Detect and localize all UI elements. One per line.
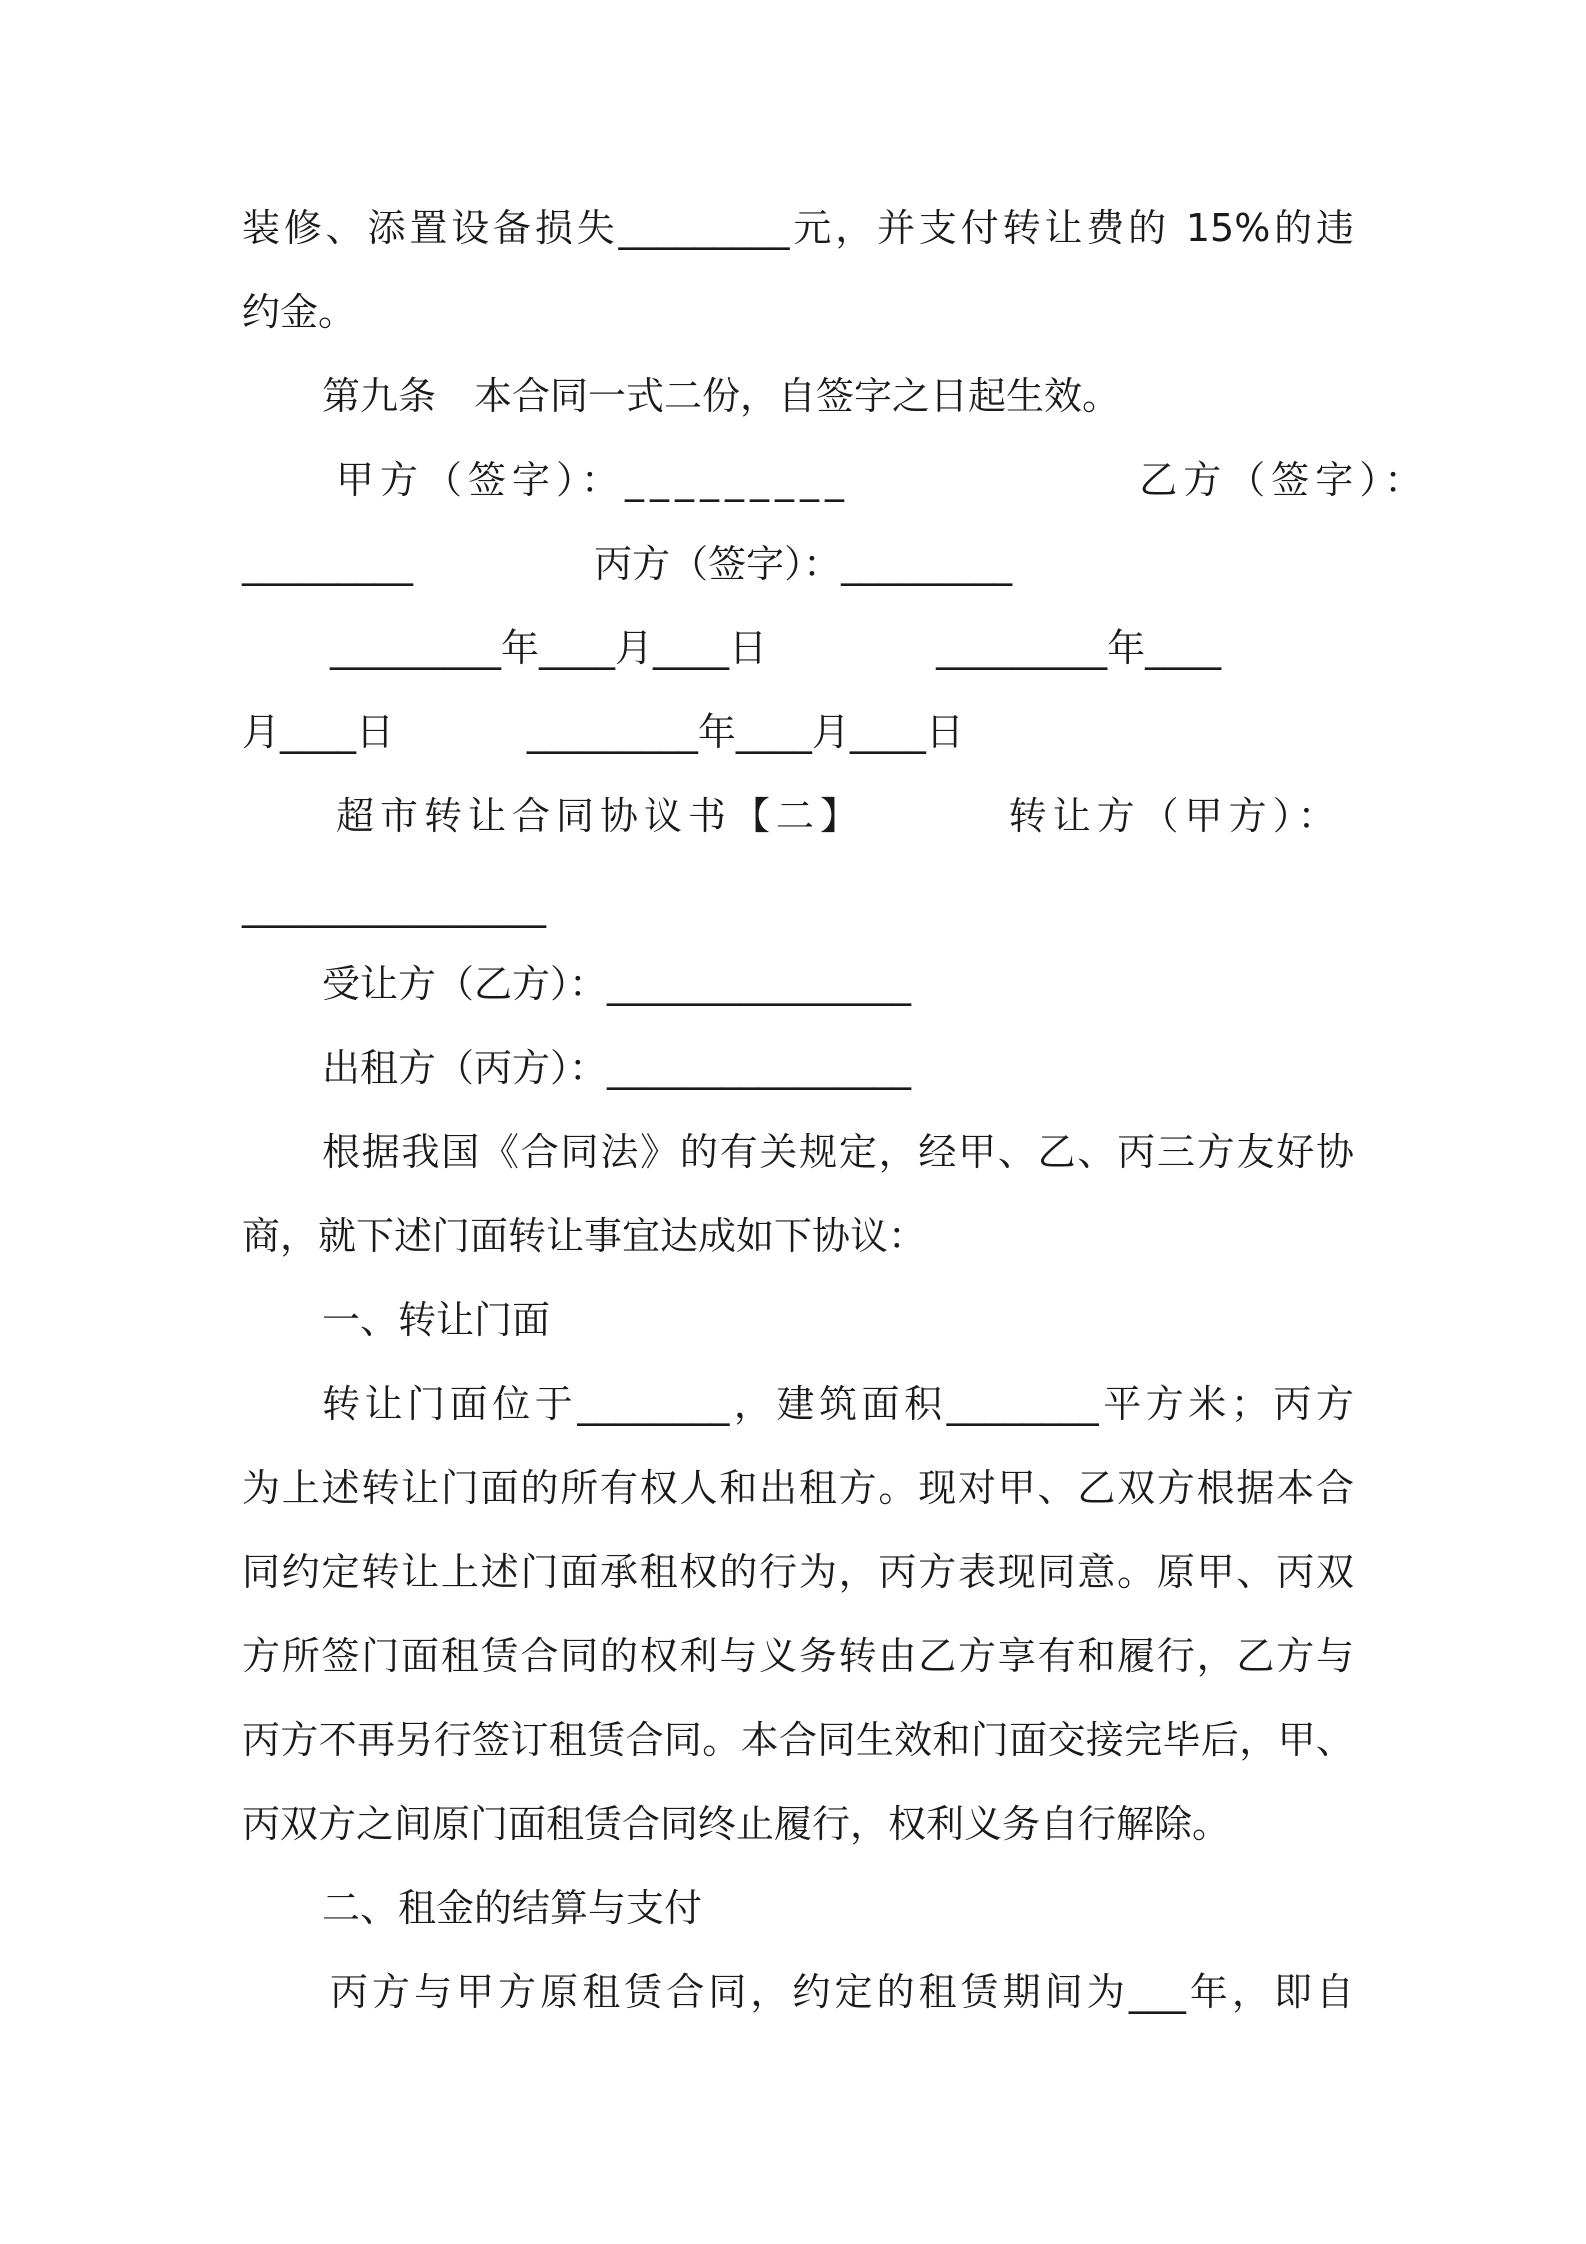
text-line: 根据我国《合同法》的有关规定，经甲、乙、丙三方友好协 (322, 1130, 1354, 1174)
text-line: 出租方（丙方）：________________ (322, 1046, 912, 1090)
text-line: 丙方不再另行签订租赁合同。本合同生效和门面交接完毕后，甲、 (242, 1718, 1354, 1762)
text-line: 转让门面位于________，建筑面积________平方米；丙方 (322, 1382, 1354, 1426)
text-line: 受让方（乙方）：________________ (322, 962, 912, 1006)
date-line: 月____日 _________年____月____日 (242, 710, 964, 754)
text-line: ________________ (242, 884, 546, 928)
clause-heading: 二、租金的结算与支付 (322, 1886, 703, 1930)
date-line: _________年____月____日 _________年____ (330, 626, 1222, 670)
signature-line: 甲方（签字）：_________ 乙方（签字）： (336, 458, 1429, 502)
text-line: 约金。 (242, 290, 357, 334)
text-line: 装修、添置设备损失_________元，并支付转让费的 15%的违 (242, 206, 1354, 250)
text-line: 第九条 本合同一式二份，自签字之日起生效。 (322, 374, 1121, 418)
text-line: 商，就下述门面转让事宜达成如下协议： (242, 1214, 927, 1258)
text-line: 丙双方之间原门面租赁合同终止履行，权利义务自行解除。 (242, 1802, 1231, 1846)
signature-line: _________ 丙方（签字）：_________ (242, 542, 1013, 586)
text-line: 丙方与甲方原租赁合同，约定的租赁期间为___年，即自 (330, 1970, 1354, 2014)
text-line: 方所签门面租赁合同的权利与义务转由乙方享有和履行，乙方与 (242, 1634, 1354, 1678)
text-line: 同约定转让上述门面承租权的行为，丙方表现同意。原甲、丙双 (242, 1550, 1354, 1594)
section-heading: 超市转让合同协议书【二】 转让方（甲方）： (336, 794, 1342, 838)
text-line: 为上述转让门面的所有权人和出租方。现对甲、乙双方根据本合 (242, 1466, 1354, 1510)
clause-heading: 一、转让门面 (322, 1298, 551, 1342)
